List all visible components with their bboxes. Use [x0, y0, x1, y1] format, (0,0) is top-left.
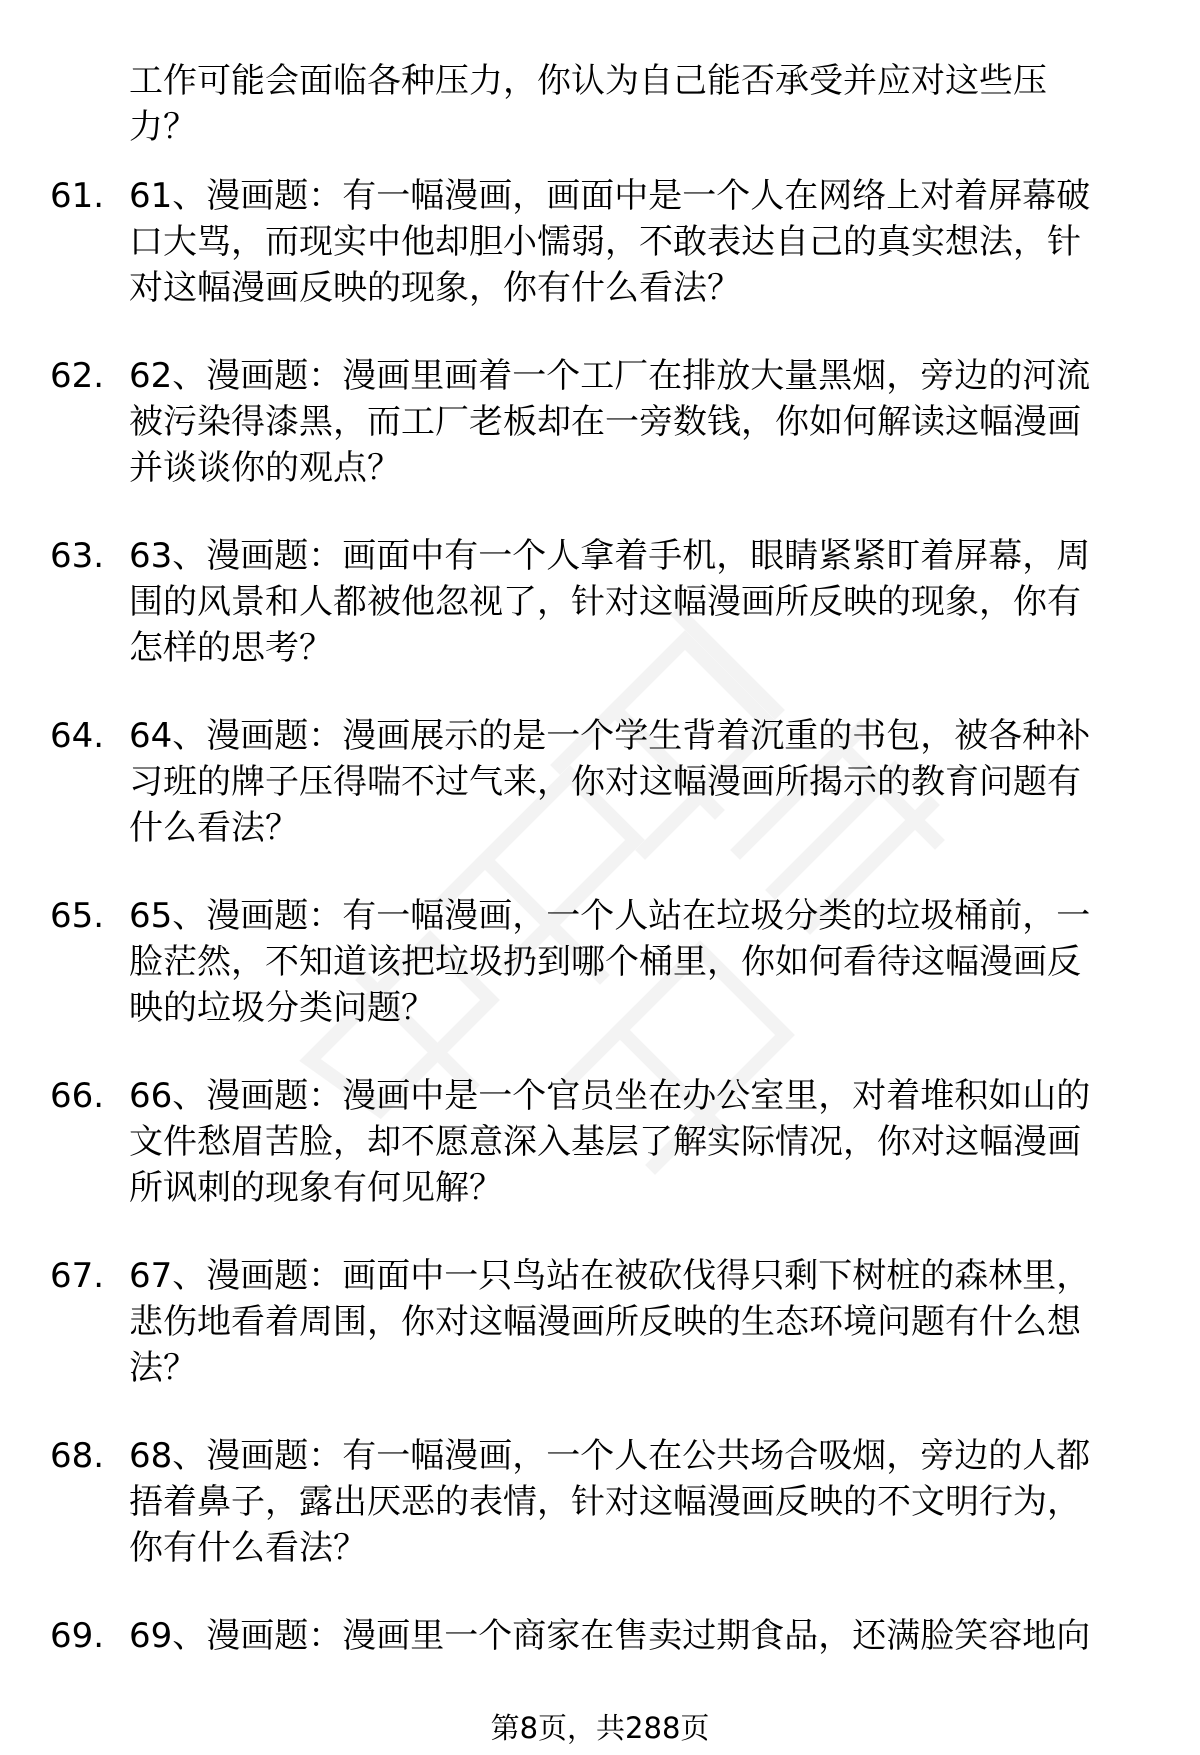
question-number: 66. — [50, 1076, 105, 1116]
question-line: 63、漫画题：画面中有一个人拿着手机，眼睛紧紧盯着屏幕，周 — [129, 536, 1091, 576]
question-text — [129, 173, 1149, 311]
question-text — [129, 353, 1149, 491]
question-line: 怎样的思考？ — [129, 628, 333, 668]
question-line: 所讽刺的现象有何见解？ — [129, 1168, 503, 1208]
question-line: 67、漫画题：画面中一只鸟站在被砍伐得只剩下树桩的森林里， — [129, 1256, 1091, 1296]
question-text — [129, 1253, 1149, 1391]
question-line: 66、漫画题：漫画中是一个官员坐在办公室里，对着堆积如山的 — [129, 1076, 1091, 1116]
question-line: 你有什么看法？ — [129, 1528, 367, 1568]
question-line: 捂着鼻子，露出厌恶的表情，针对这幅漫画反映的不文明行为， — [129, 1482, 1081, 1522]
question-number: 62. — [50, 356, 105, 396]
intro-line: 工作可能会面临各种压力，你认为自己能否承受并应对这些压 — [129, 61, 1047, 101]
question-line: 习班的牌子压得喘不过气来，你对这幅漫画所揭示的教育问题有 — [129, 762, 1081, 802]
question-text — [129, 1073, 1149, 1211]
question-line: 69、漫画题：漫画里一个商家在售卖过期食品，还满脸笑容地向 — [129, 1616, 1091, 1656]
question-number: 67. — [50, 1256, 105, 1296]
question-text — [129, 713, 1149, 851]
question-line: 文件愁眉苦脸，却不愿意深入基层了解实际情况，你对这幅漫画 — [129, 1122, 1081, 1162]
question-number: 69. — [50, 1616, 105, 1656]
question-line: 法？ — [129, 1348, 197, 1388]
question-number: 68. — [50, 1436, 105, 1476]
question-line: 68、漫画题：有一幅漫画，一个人在公共场合吸烟，旁边的人都 — [129, 1436, 1091, 1476]
question-line: 并谈谈你的观点？ — [129, 448, 401, 488]
question-number: 63. — [50, 536, 105, 576]
question-line: 什么看法？ — [129, 808, 299, 848]
question-line: 对这幅漫画反映的现象，你有什么看法？ — [129, 268, 741, 308]
question-line: 64、漫画题：漫画展示的是一个学生背着沉重的书包，被各种补 — [129, 716, 1091, 756]
question-text — [129, 893, 1149, 1031]
question-line: 悲伤地看着周围，你对这幅漫画所反映的生态环境问题有什么想 — [129, 1302, 1081, 1342]
question-text — [129, 1613, 1149, 1659]
question-line: 61、漫画题：有一幅漫画，画面中是一个人在网络上对着屏幕破 — [129, 176, 1091, 216]
question-text — [129, 1433, 1149, 1571]
question-line: 62、漫画题：漫画里画着一个工厂在排放大量黑烟，旁边的河流 — [129, 356, 1091, 396]
intro-line: 力？ — [129, 107, 197, 147]
question-line: 被污染得漆黑，而工厂老板却在一旁数钱，你如何解读这幅漫画 — [129, 402, 1081, 442]
question-line: 围的风景和人都被他忽视了，针对这幅漫画所反映的现象，你有 — [129, 582, 1081, 622]
question-number: 61. — [50, 176, 105, 216]
question-line: 映的垃圾分类问题？ — [129, 988, 435, 1028]
question-line: 脸茫然，不知道该把垃圾扔到哪个桶里，你如何看待这幅漫画反 — [129, 942, 1081, 982]
question-number: 65. — [50, 896, 105, 936]
page-footer: 第8页，共288页 — [490, 1711, 710, 1745]
question-text — [129, 533, 1149, 671]
question-line: 口大骂，而现实中他却胆小懦弱，不敢表达自己的真实想法，针 — [129, 222, 1081, 262]
question-line: 65、漫画题：有一幅漫画，一个人站在垃圾分类的垃圾桶前，一 — [129, 896, 1091, 936]
question-number: 64. — [50, 716, 105, 756]
